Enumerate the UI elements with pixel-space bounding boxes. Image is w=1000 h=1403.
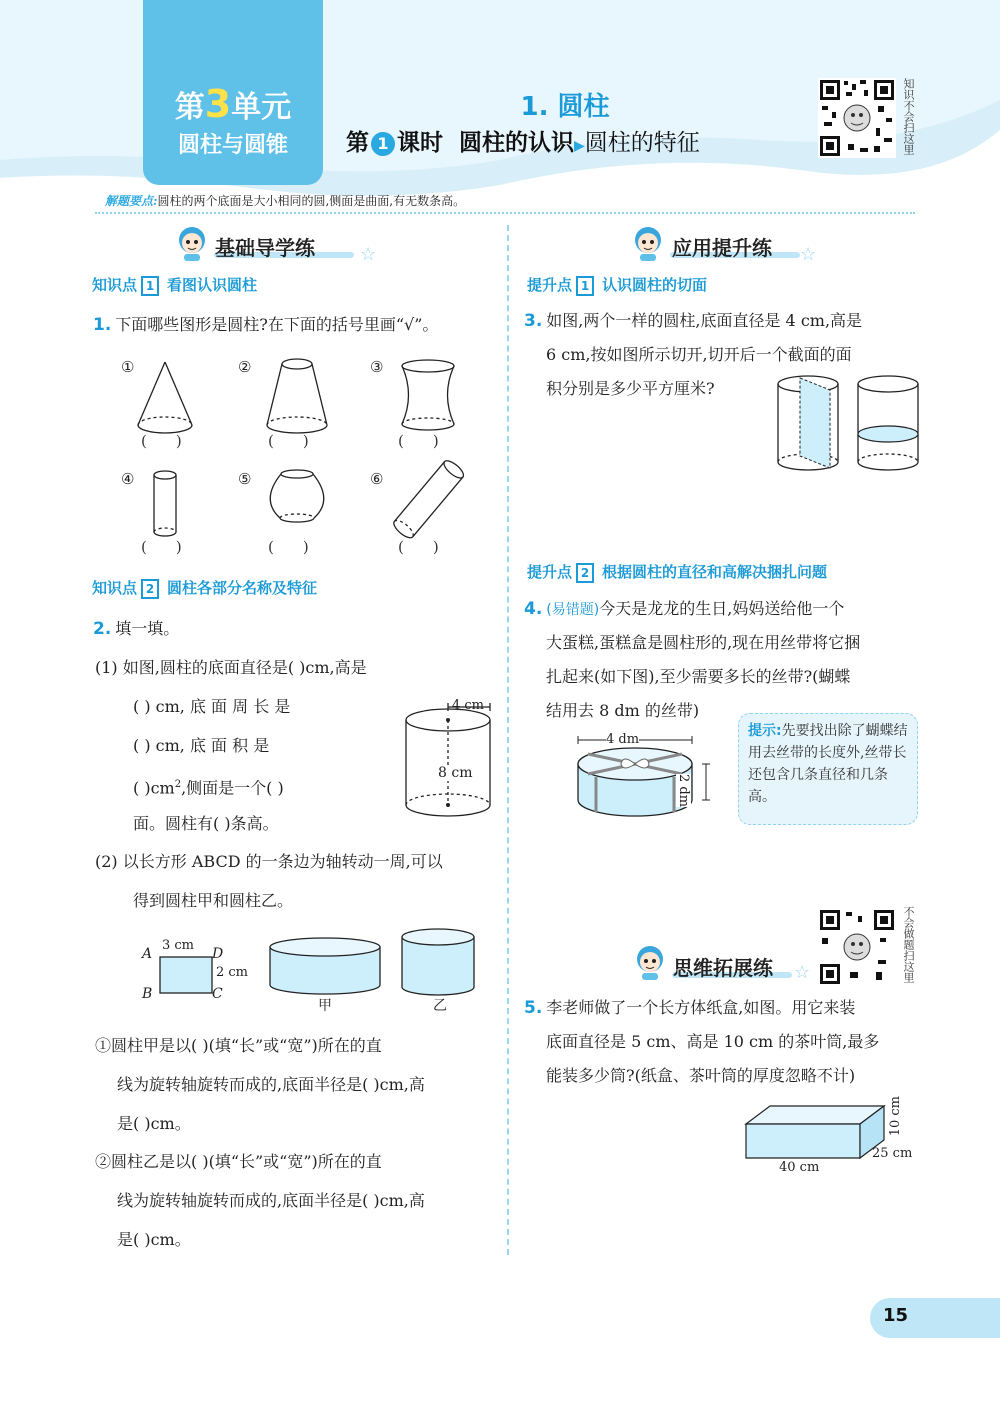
lesson-subtitle: 圆柱的特征 <box>584 130 700 156</box>
shape-label-2: ② <box>238 358 252 376</box>
cake-height-label: 2 dm <box>676 774 691 808</box>
q2-part2-line2: 得到圆柱甲和圆柱乙。 <box>133 891 294 910</box>
star-icon: ☆ <box>360 244 377 265</box>
shape-label-1: ① <box>121 358 135 376</box>
rect-height-label: 2 cm <box>216 965 249 980</box>
section-thinking: 思维拓展练 <box>673 956 773 980</box>
cake-box-figure <box>568 732 718 832</box>
rect-vertex-a: A <box>142 946 153 962</box>
answer-blank-1[interactable]: ( ) <box>141 432 184 450</box>
shape-label-3: ③ <box>370 358 384 376</box>
mascot-icon <box>630 224 666 262</box>
mascot-icon <box>174 224 210 262</box>
error-prone-tag: (易错题) <box>546 602 600 618</box>
q4-line3: 扎起来(如下图),至少需要多长的丝带?(蝴蝶 <box>546 667 851 686</box>
shape-label-4: ④ <box>121 470 135 488</box>
q2-sub1-line2: 线为旋转轴旋转而成的,底面半径是( )cm,高 <box>117 1075 425 1094</box>
qr-code-icon[interactable] <box>818 908 896 986</box>
shape-truncated-sphere <box>270 470 324 522</box>
q1-figures <box>110 350 490 565</box>
section-title: 1. 圆柱 <box>520 92 610 122</box>
answer-blank-5[interactable]: ( ) <box>268 538 311 556</box>
q2-part1-line1: (1) 如图,圆柱的底面直径是( )cm,高是 <box>95 658 367 677</box>
tip-label: 解题要点: <box>105 194 158 208</box>
qr-caption: 知识不会扫这里 <box>902 78 915 155</box>
shape-label-6: ⑥ <box>370 470 384 488</box>
key-point-tip <box>105 192 465 209</box>
box-width-label: 25 cm <box>872 1146 913 1161</box>
q3-line3: 积分别是多少平方厘米? <box>546 379 715 398</box>
q2-part1-line3: ( ) cm, 底 面 积 是 <box>133 736 270 755</box>
section-applied: 应用提升练 <box>672 236 772 260</box>
question-3: 3. 如图,两个一样的圆柱,底面直径是 4 cm,高是 <box>524 311 863 331</box>
improvement-point-2: 提升点 2 根据圆柱的直径和高解决捆扎问题 <box>527 563 828 581</box>
star-icon: ☆ <box>800 244 817 265</box>
question-2: 2. 填一填。 <box>93 619 180 639</box>
cylinder-jia-label: 甲 <box>318 998 332 1014</box>
unit-title: 第3单元 <box>174 82 292 126</box>
question-4: 4. (易错题)今天是龙龙的生日,妈妈送给他一个 <box>524 599 845 619</box>
rect-vertex-b: B <box>142 986 153 1002</box>
tip-divider <box>95 212 915 214</box>
question-5: 5. 李老师做了一个长方体纸盒,如图。用它来装 <box>524 998 856 1018</box>
q2-part1-line5: 面。圆柱有( )条高。 <box>133 814 279 833</box>
q2-sub1-line3: 是( )cm。 <box>117 1114 191 1133</box>
fig-height-label: 8 cm <box>438 765 473 781</box>
section-basic: 基础导学练 <box>215 236 315 260</box>
knowledge-point-2: 知识点 2 圆柱各部分名称及特征 <box>92 579 318 597</box>
column-divider <box>507 225 509 1255</box>
q2-part1-line2: ( ) cm, 底 面 周 长 是 <box>133 697 291 716</box>
mascot-icon <box>632 943 668 981</box>
hint-label: 提示: <box>748 723 782 739</box>
question-1: 1. 下面哪些图形是圆柱?在下面的括号里画“√”。 <box>93 315 439 335</box>
q5-box-figure <box>740 1100 890 1165</box>
shape-frustum <box>267 359 327 433</box>
q2-sub2-line2: 线为旋转轴旋转而成的,底面半径是( )cm,高 <box>117 1191 425 1210</box>
rect-vertex-c: C <box>212 986 223 1002</box>
q2-sub2-line3: 是( )cm。 <box>117 1230 191 1249</box>
knowledge-point-1: 知识点 1 看图认识圆柱 <box>92 276 258 294</box>
star-icon: ☆ <box>794 962 811 983</box>
lesson-number-badge: 1 <box>371 132 395 156</box>
lesson-name: 圆柱的认识 <box>459 130 575 156</box>
triangle-arrow-icon: ▶ <box>574 138 585 154</box>
fig-diameter-label: 4 cm <box>452 698 485 713</box>
qr-code-icon[interactable] <box>818 78 896 158</box>
qr-caption-2: 不会做题扫这里 <box>902 906 915 983</box>
q2-part2-line1: (2) 以长方形 ABCD 的一条边为轴转动一周,可以 <box>95 852 443 871</box>
shape-cone <box>138 362 192 433</box>
q4-line2: 大蛋糕,蛋糕盒是圆柱形的,现在用丝带将它捆 <box>546 633 861 652</box>
answer-blank-2[interactable]: ( ) <box>268 432 311 450</box>
answer-blank-4[interactable]: ( ) <box>141 538 184 556</box>
answer-blank-6[interactable]: ( ) <box>398 538 441 556</box>
q2-cylinder-figure <box>400 695 500 825</box>
cylinder-yi-label: 乙 <box>433 998 447 1014</box>
q4-line4: 结用去 8 dm 的丝带) <box>546 701 700 720</box>
unit-name: 圆柱与圆锥 <box>177 133 288 158</box>
shape-waisted-cylinder <box>402 360 454 430</box>
page-number: 15 <box>883 1305 909 1326</box>
q2-sub2-line1: ②圆柱乙是以( )(填“长”或“宽”)所在的直 <box>95 1152 382 1171</box>
shape-cylinder <box>154 471 176 536</box>
q3-line2: 6 cm,按如图所示切开,切开后一个截面的面 <box>546 345 852 364</box>
tip-text: 圆柱的两个底面是大小相同的圆,侧面是曲面,有无数条高。 <box>157 194 466 208</box>
cake-diameter-label: 4 dm <box>606 732 640 747</box>
rect-vertex-d: D <box>212 946 224 962</box>
q5-line2: 底面直径是 5 cm、高是 10 cm 的茶叶筒,最多 <box>546 1032 880 1051</box>
box-length-label: 40 cm <box>779 1160 820 1175</box>
q2-sub1-line1: ①圆柱甲是以( )(填“长”或“宽”)所在的直 <box>95 1036 382 1055</box>
q5-line3: 能装多少筒?(纸盒、茶叶筒的厚度忽略不计) <box>546 1066 856 1085</box>
box-height-label: 10 cm <box>888 1096 903 1137</box>
answer-blank-3[interactable]: ( ) <box>398 432 441 450</box>
lesson-title: 第 1 课时 圆柱的认识▶圆柱的特征 <box>346 130 700 156</box>
rect-width-label: 3 cm <box>162 938 195 953</box>
q3-cylinders-figure <box>770 372 930 477</box>
shape-label-5: ⑤ <box>238 470 252 488</box>
q2-part1-line4: ( )$cm^2$,侧面是一个( ) <box>133 778 284 798</box>
hint-text: 提示:先要找出除了蝴蝶结用去丝带的长度外,丝带长还包含几条直径和几条高。 <box>748 723 908 805</box>
improvement-point-1: 提升点 1 认识圆柱的切面 <box>527 276 708 294</box>
shape-tilted-cylinder <box>391 458 466 541</box>
